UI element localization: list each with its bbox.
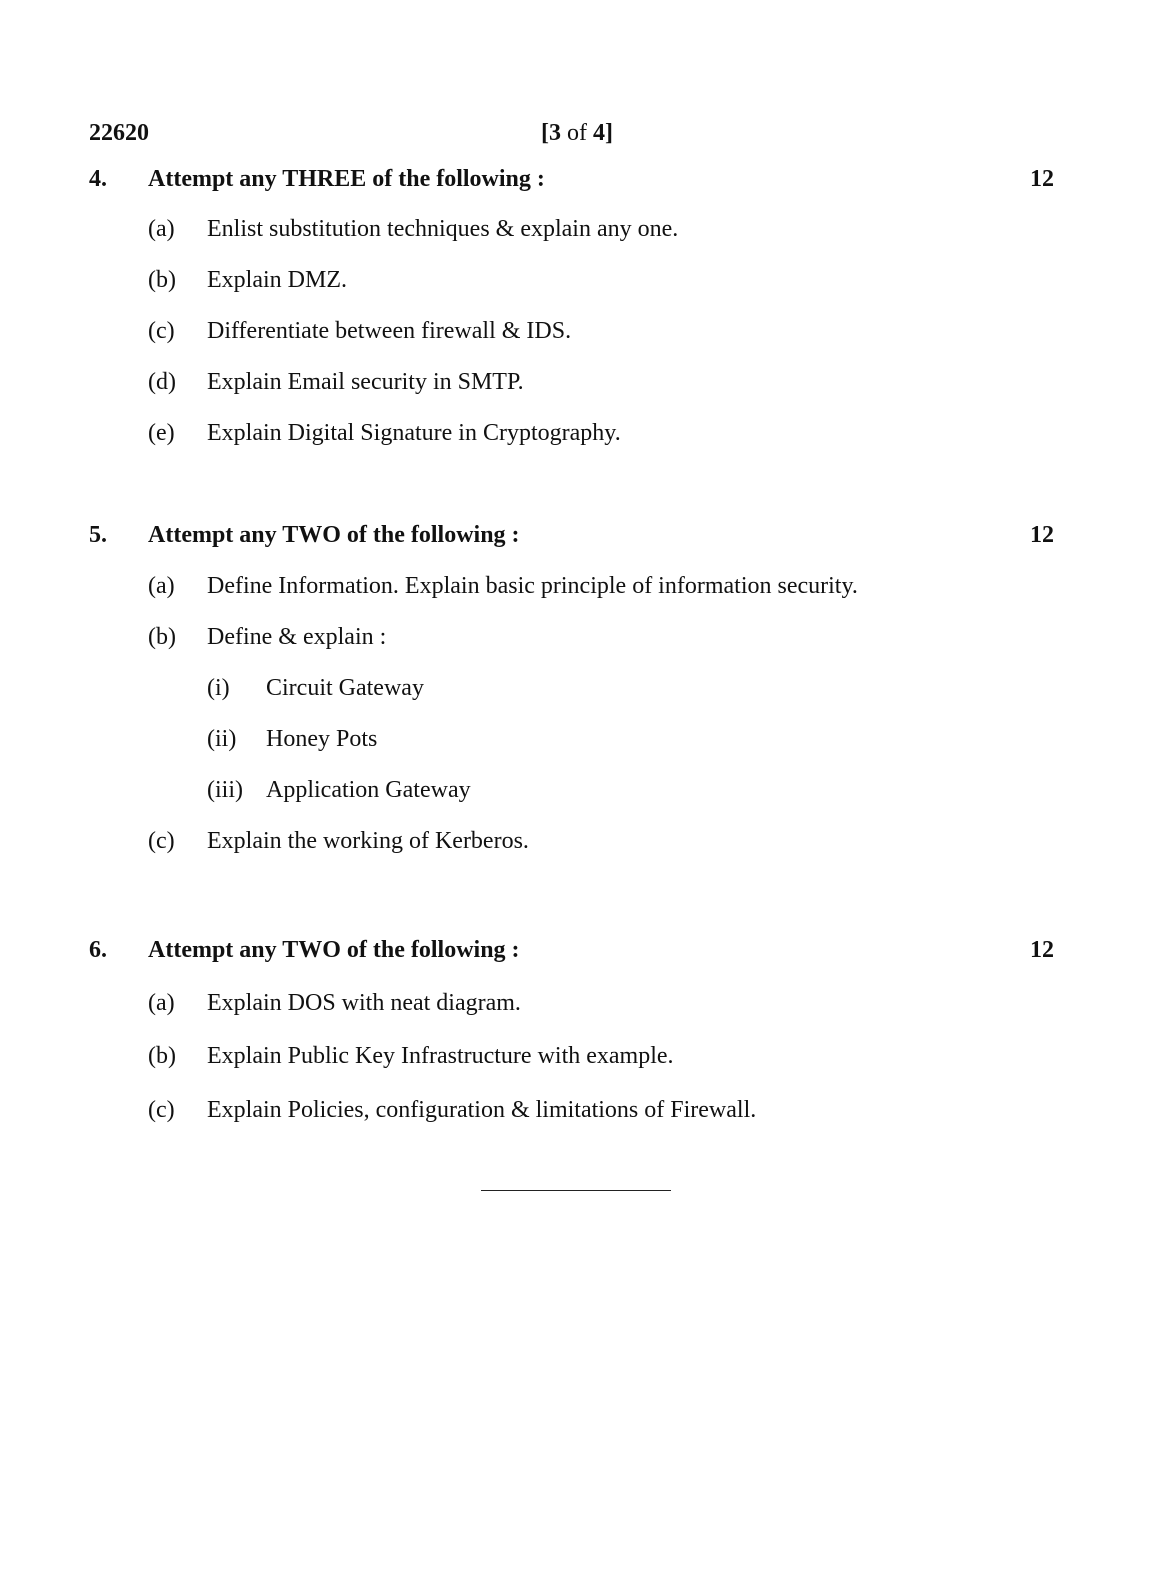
item-text: Explain DOS with neat diagram. [207, 990, 521, 1016]
question-title: Attempt any TWO of the following : [148, 937, 520, 963]
item-text: Explain Policies, configuration & limitations of Firewall. [207, 1097, 757, 1123]
page-indicator [541, 121, 613, 145]
question-number: 4. [89, 166, 107, 192]
end-rule [481, 1190, 671, 1191]
item-label: (e) [148, 420, 175, 446]
paper-code: 22620 [89, 120, 149, 146]
question-number: 6. [89, 937, 107, 963]
item-label: (c) [148, 318, 175, 344]
subitem-label: (iii) [207, 777, 243, 803]
question-number: 5. [89, 522, 107, 548]
question-title: Attempt any TWO of the following : [148, 522, 520, 548]
item-label: (b) [148, 267, 176, 293]
page-bracket-close: ] [605, 120, 613, 146]
item-text: Explain Public Key Infrastructure with example. [207, 1043, 674, 1069]
question-marks: 12 [1030, 937, 1054, 963]
subitem-label: (i) [207, 675, 230, 701]
item-label: (a) [148, 216, 175, 242]
item-text: Explain DMZ. [207, 267, 347, 293]
page-of: of [561, 120, 593, 146]
subitem-text: Application Gateway [266, 777, 471, 803]
item-text: Enlist substitution techniques & explain any one. [207, 216, 679, 242]
item-label: (b) [148, 1043, 176, 1069]
item-label: (a) [148, 990, 175, 1016]
item-text: Define Information. Explain basic principle of information security. [207, 573, 858, 599]
item-label: (a) [148, 573, 175, 599]
item-label: (c) [148, 1097, 175, 1123]
question-title: Attempt any THREE of the following : [148, 166, 545, 192]
item-label: (b) [148, 624, 176, 650]
subitem-text: Circuit Gateway [266, 675, 424, 701]
subitem-label: (ii) [207, 726, 237, 752]
page-bracket-open: [ [541, 120, 549, 146]
item-label: (c) [148, 828, 175, 854]
page-current: 3 [549, 120, 561, 146]
question-marks: 12 [1030, 166, 1054, 192]
question-marks: 12 [1030, 522, 1054, 548]
item-text: Explain the working of Kerberos. [207, 828, 529, 854]
page-total: 4 [593, 120, 605, 146]
item-text: Explain Email security in SMTP. [207, 369, 524, 395]
item-text: Define & explain : [207, 624, 387, 650]
item-text: Differentiate between firewall & IDS. [207, 318, 572, 344]
item-text: Explain Digital Signature in Cryptography. [207, 420, 621, 446]
item-label: (d) [148, 369, 176, 395]
subitem-text: Honey Pots [266, 726, 378, 752]
